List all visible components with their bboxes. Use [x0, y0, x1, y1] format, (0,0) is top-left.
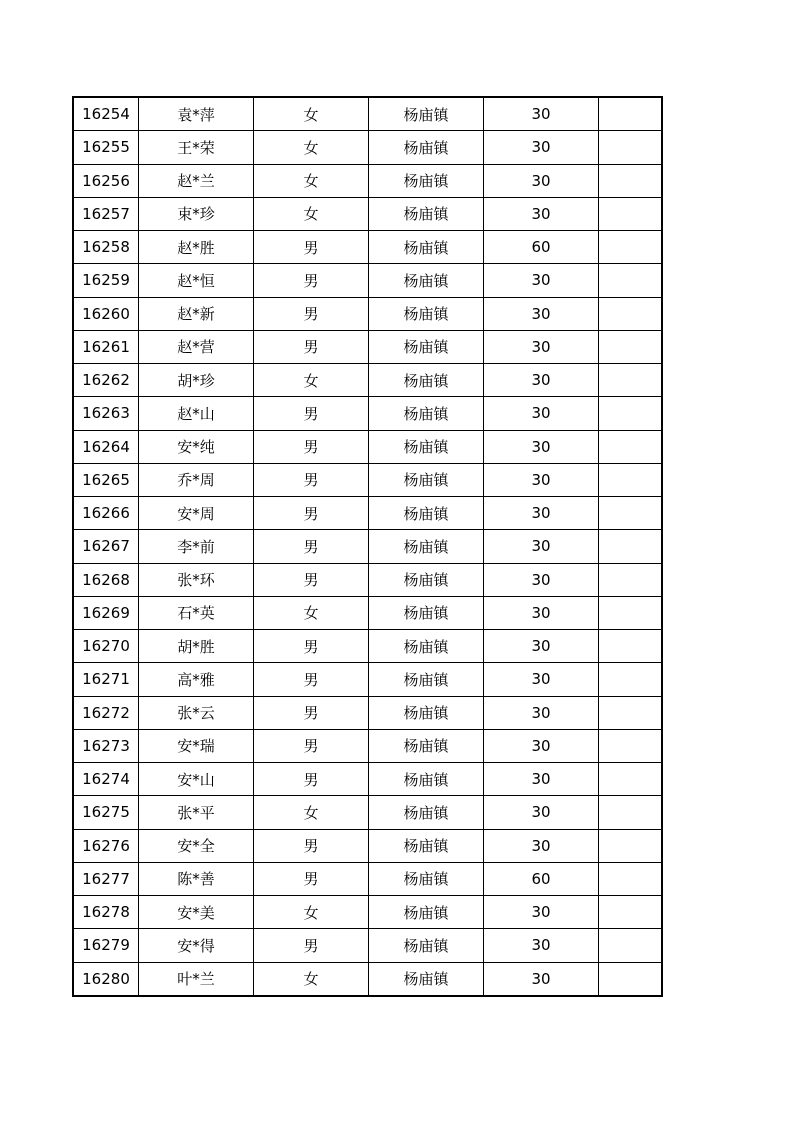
cell-amount: 30 — [484, 663, 599, 696]
cell-name: 袁*萍 — [139, 97, 254, 131]
cell-amount: 30 — [484, 530, 599, 563]
cell-id: 16254 — [73, 97, 139, 131]
cell-id: 16269 — [73, 596, 139, 629]
table-row — [73, 896, 662, 929]
cell-id: 16265 — [73, 463, 139, 496]
cell-name: 安*美 — [139, 896, 254, 929]
cell-town: 杨庙镇 — [369, 397, 484, 430]
cell-note — [599, 264, 663, 297]
cell-town: 杨庙镇 — [369, 929, 484, 962]
cell-gender: 男 — [254, 497, 369, 530]
cell-name: 陈*善 — [139, 862, 254, 895]
cell-amount: 30 — [484, 164, 599, 197]
cell-amount: 30 — [484, 397, 599, 430]
cell-name: 李*前 — [139, 530, 254, 563]
cell-gender: 男 — [254, 530, 369, 563]
table-row — [73, 696, 662, 729]
table-row — [73, 729, 662, 762]
cell-id: 16271 — [73, 663, 139, 696]
cell-town: 杨庙镇 — [369, 729, 484, 762]
table-row — [73, 197, 662, 230]
cell-note — [599, 530, 663, 563]
cell-town: 杨庙镇 — [369, 264, 484, 297]
cell-note — [599, 97, 663, 131]
cell-id: 16279 — [73, 929, 139, 962]
cell-id: 16262 — [73, 364, 139, 397]
table-row — [73, 829, 662, 862]
cell-note — [599, 297, 663, 330]
cell-gender: 男 — [254, 696, 369, 729]
cell-id: 16267 — [73, 530, 139, 563]
table-row — [73, 497, 662, 530]
cell-gender: 男 — [254, 663, 369, 696]
cell-gender: 男 — [254, 862, 369, 895]
cell-amount: 30 — [484, 896, 599, 929]
cell-note — [599, 796, 663, 829]
cell-id: 16272 — [73, 696, 139, 729]
cell-note — [599, 364, 663, 397]
data-table — [72, 96, 663, 997]
cell-note — [599, 131, 663, 164]
cell-town: 杨庙镇 — [369, 763, 484, 796]
cell-gender: 女 — [254, 896, 369, 929]
cell-town: 杨庙镇 — [369, 630, 484, 663]
table-row — [73, 264, 662, 297]
cell-town: 杨庙镇 — [369, 131, 484, 164]
table-row — [73, 929, 662, 962]
cell-amount: 30 — [484, 97, 599, 131]
cell-name: 安*山 — [139, 763, 254, 796]
cell-name: 赵*山 — [139, 397, 254, 430]
cell-gender: 女 — [254, 164, 369, 197]
cell-amount: 60 — [484, 862, 599, 895]
table-row — [73, 663, 662, 696]
cell-name: 赵*新 — [139, 297, 254, 330]
cell-amount: 30 — [484, 563, 599, 596]
cell-note — [599, 596, 663, 629]
cell-id: 16270 — [73, 630, 139, 663]
cell-name: 安*纯 — [139, 430, 254, 463]
cell-town: 杨庙镇 — [369, 596, 484, 629]
cell-id: 16260 — [73, 297, 139, 330]
cell-town: 杨庙镇 — [369, 330, 484, 363]
cell-amount: 30 — [484, 497, 599, 530]
cell-name: 叶*兰 — [139, 962, 254, 996]
cell-gender: 女 — [254, 131, 369, 164]
cell-town: 杨庙镇 — [369, 97, 484, 131]
cell-amount: 30 — [484, 729, 599, 762]
cell-gender: 女 — [254, 596, 369, 629]
table-row — [73, 397, 662, 430]
table-row — [73, 463, 662, 496]
table-row — [73, 97, 662, 131]
cell-town: 杨庙镇 — [369, 463, 484, 496]
cell-name: 胡*胜 — [139, 630, 254, 663]
cell-name: 赵*兰 — [139, 164, 254, 197]
cell-amount: 30 — [484, 430, 599, 463]
cell-id: 16255 — [73, 131, 139, 164]
cell-name: 张*云 — [139, 696, 254, 729]
cell-id: 16256 — [73, 164, 139, 197]
cell-amount: 30 — [484, 962, 599, 996]
cell-name: 王*荣 — [139, 131, 254, 164]
cell-gender: 男 — [254, 463, 369, 496]
cell-town: 杨庙镇 — [369, 297, 484, 330]
cell-note — [599, 729, 663, 762]
cell-note — [599, 962, 663, 996]
cell-name: 安*全 — [139, 829, 254, 862]
cell-id: 16275 — [73, 796, 139, 829]
cell-note — [599, 763, 663, 796]
cell-name: 赵*恒 — [139, 264, 254, 297]
cell-gender: 男 — [254, 929, 369, 962]
cell-gender: 男 — [254, 829, 369, 862]
cell-amount: 30 — [484, 796, 599, 829]
cell-amount: 30 — [484, 829, 599, 862]
table-row — [73, 330, 662, 363]
cell-note — [599, 164, 663, 197]
cell-note — [599, 563, 663, 596]
cell-gender: 男 — [254, 729, 369, 762]
cell-id: 16264 — [73, 430, 139, 463]
cell-note — [599, 463, 663, 496]
cell-town: 杨庙镇 — [369, 563, 484, 596]
cell-amount: 30 — [484, 330, 599, 363]
cell-name: 安*得 — [139, 929, 254, 962]
cell-id: 16274 — [73, 763, 139, 796]
cell-town: 杨庙镇 — [369, 530, 484, 563]
cell-town: 杨庙镇 — [369, 663, 484, 696]
cell-gender: 女 — [254, 364, 369, 397]
cell-id: 16276 — [73, 829, 139, 862]
table-row — [73, 596, 662, 629]
cell-id: 16263 — [73, 397, 139, 430]
cell-note — [599, 829, 663, 862]
cell-id: 16268 — [73, 563, 139, 596]
cell-amount: 30 — [484, 364, 599, 397]
cell-amount: 30 — [484, 463, 599, 496]
table-row — [73, 630, 662, 663]
cell-town: 杨庙镇 — [369, 231, 484, 264]
cell-note — [599, 862, 663, 895]
cell-gender: 男 — [254, 630, 369, 663]
table-row — [73, 231, 662, 264]
cell-note — [599, 663, 663, 696]
cell-gender: 男 — [254, 563, 369, 596]
cell-id: 16280 — [73, 962, 139, 996]
cell-name: 安*瑞 — [139, 729, 254, 762]
table-row — [73, 962, 662, 996]
cell-id: 16277 — [73, 862, 139, 895]
cell-amount: 30 — [484, 929, 599, 962]
cell-name: 赵*营 — [139, 330, 254, 363]
cell-amount: 30 — [484, 297, 599, 330]
cell-amount: 60 — [484, 231, 599, 264]
cell-town: 杨庙镇 — [369, 497, 484, 530]
cell-note — [599, 896, 663, 929]
cell-note — [599, 630, 663, 663]
cell-gender: 男 — [254, 264, 369, 297]
cell-gender: 男 — [254, 231, 369, 264]
cell-town: 杨庙镇 — [369, 696, 484, 729]
cell-amount: 30 — [484, 596, 599, 629]
cell-name: 乔*周 — [139, 463, 254, 496]
cell-name: 高*雅 — [139, 663, 254, 696]
cell-amount: 30 — [484, 131, 599, 164]
cell-name: 安*周 — [139, 497, 254, 530]
cell-gender: 男 — [254, 430, 369, 463]
cell-id: 16278 — [73, 896, 139, 929]
cell-amount: 30 — [484, 197, 599, 230]
cell-town: 杨庙镇 — [369, 796, 484, 829]
cell-gender: 男 — [254, 763, 369, 796]
cell-note — [599, 696, 663, 729]
cell-id: 16266 — [73, 497, 139, 530]
table-row — [73, 430, 662, 463]
cell-note — [599, 497, 663, 530]
cell-town: 杨庙镇 — [369, 364, 484, 397]
cell-id: 16261 — [73, 330, 139, 363]
table-body — [73, 97, 662, 996]
cell-name: 张*环 — [139, 563, 254, 596]
table-row — [73, 297, 662, 330]
cell-id: 16273 — [73, 729, 139, 762]
cell-town: 杨庙镇 — [369, 962, 484, 996]
cell-note — [599, 197, 663, 230]
cell-name: 赵*胜 — [139, 231, 254, 264]
cell-amount: 30 — [484, 264, 599, 297]
cell-gender: 女 — [254, 962, 369, 996]
table-row — [73, 862, 662, 895]
table-row — [73, 796, 662, 829]
table-row — [73, 364, 662, 397]
cell-gender: 女 — [254, 197, 369, 230]
cell-id: 16259 — [73, 264, 139, 297]
cell-name: 胡*珍 — [139, 364, 254, 397]
cell-note — [599, 330, 663, 363]
cell-gender: 男 — [254, 397, 369, 430]
table-row — [73, 563, 662, 596]
cell-name: 束*珍 — [139, 197, 254, 230]
cell-amount: 30 — [484, 696, 599, 729]
cell-name: 石*英 — [139, 596, 254, 629]
cell-town: 杨庙镇 — [369, 896, 484, 929]
table-row — [73, 164, 662, 197]
cell-amount: 30 — [484, 763, 599, 796]
cell-name: 张*平 — [139, 796, 254, 829]
cell-amount: 30 — [484, 630, 599, 663]
cell-town: 杨庙镇 — [369, 197, 484, 230]
table-row — [73, 530, 662, 563]
cell-gender: 男 — [254, 297, 369, 330]
cell-town: 杨庙镇 — [369, 862, 484, 895]
cell-id: 16257 — [73, 197, 139, 230]
cell-town: 杨庙镇 — [369, 430, 484, 463]
cell-gender: 男 — [254, 330, 369, 363]
cell-gender: 女 — [254, 97, 369, 131]
cell-gender: 女 — [254, 796, 369, 829]
cell-town: 杨庙镇 — [369, 829, 484, 862]
cell-town: 杨庙镇 — [369, 164, 484, 197]
cell-note — [599, 430, 663, 463]
cell-id: 16258 — [73, 231, 139, 264]
cell-note — [599, 231, 663, 264]
cell-note — [599, 397, 663, 430]
table-row — [73, 763, 662, 796]
cell-note — [599, 929, 663, 962]
table-row — [73, 131, 662, 164]
